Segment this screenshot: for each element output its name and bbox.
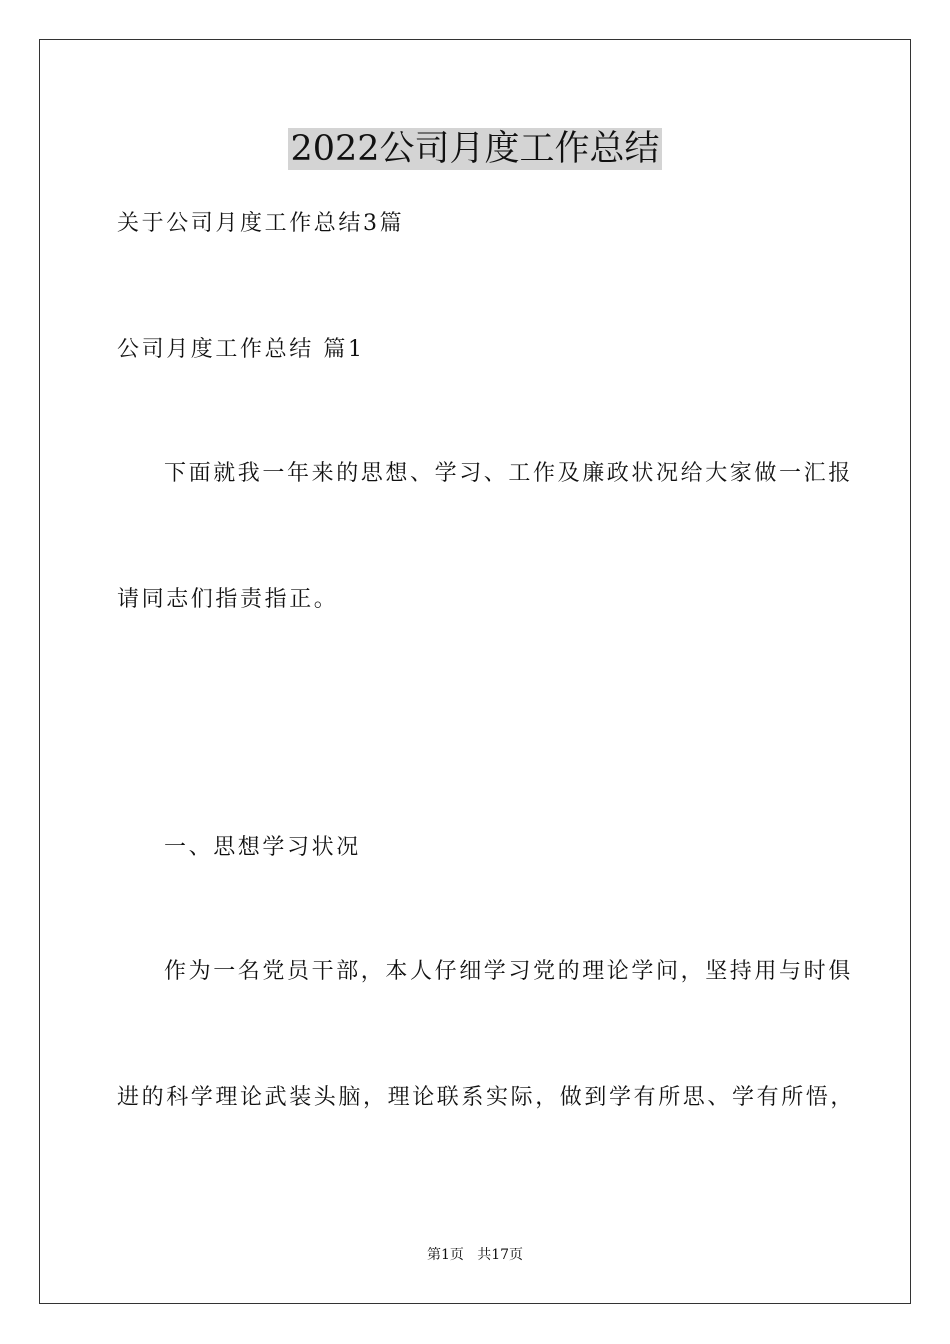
section-heading: 公司月度工作总结 篇1	[117, 337, 365, 362]
document-subtitle: 关于公司月度工作总结3篇	[117, 211, 405, 236]
paragraph-line-3: 作为一名党员干部，本人仔细学习党的理论学问，坚持用与时俱	[164, 959, 853, 984]
document-title: 2022公司月度工作总结	[290, 129, 660, 169]
subsection-heading: 一、思想学习状况	[164, 835, 361, 860]
page-number-footer: 第1页 共17页	[426, 1247, 524, 1263]
paragraph-line-4: 进的科学理论武装头脑，理论联系实际，做到学有所思、学有所悟，	[117, 1085, 856, 1110]
title-container	[0, 128, 950, 170]
paragraph-line-2: 请同志们指责指正。	[117, 587, 339, 612]
paragraph-line-1: 下面就我一年来的思想、学习、工作及廉政状况给大家做一汇报	[164, 461, 853, 486]
